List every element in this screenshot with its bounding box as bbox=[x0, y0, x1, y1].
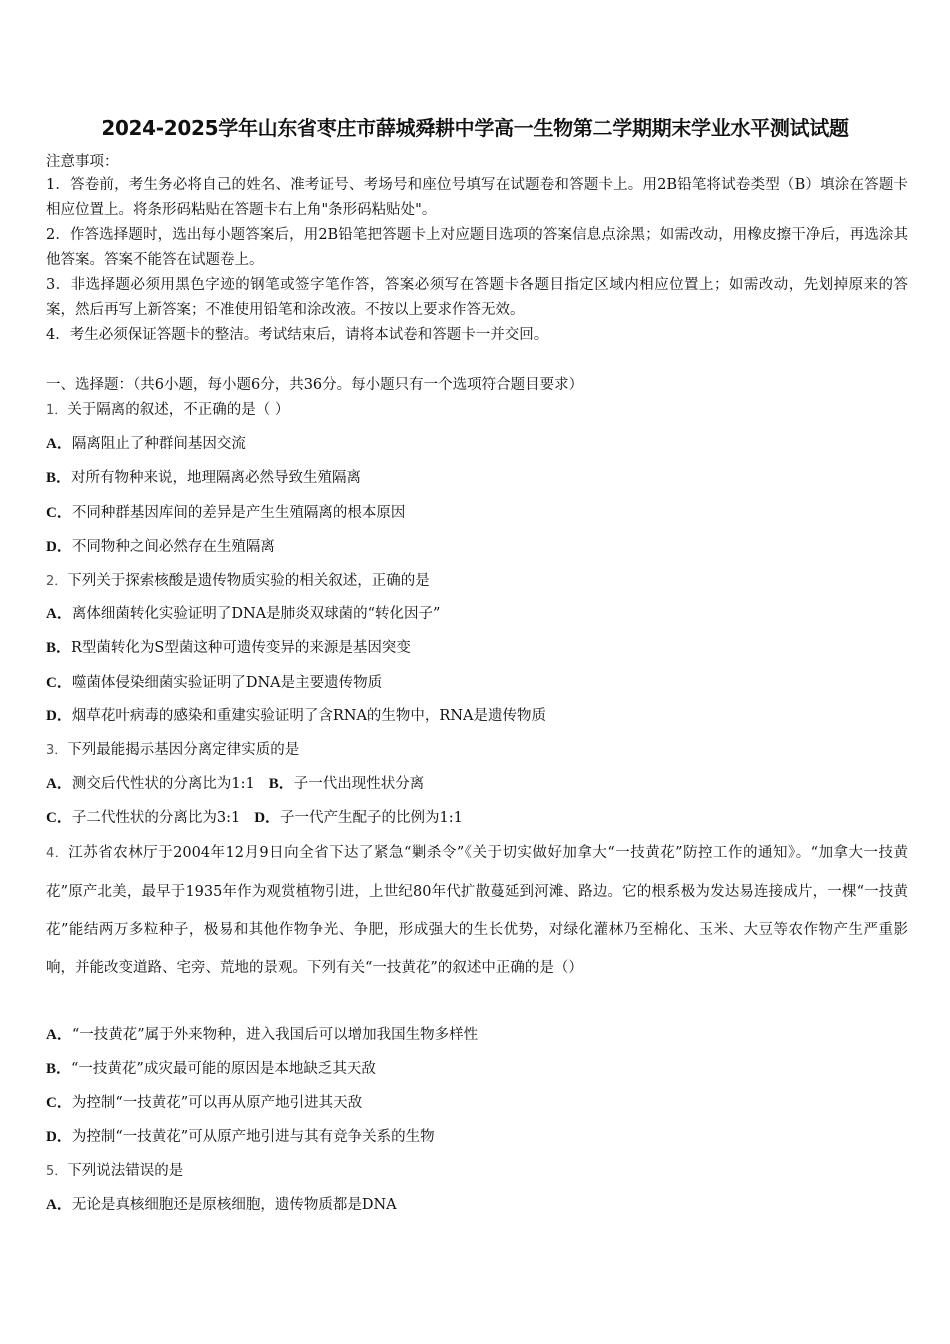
option-text: R型菌转化为S型菌这种可遗传变异的来源是基因突变 bbox=[71, 640, 411, 656]
option-label: A． bbox=[46, 606, 72, 622]
question-2-option-c bbox=[46, 673, 906, 693]
question-number: 2． bbox=[46, 574, 68, 589]
question-text: 下列最能揭示基因分离定律实质的是 bbox=[67, 742, 300, 758]
option-text: 为控制“一技黄花”可以再从原产地引进其天敌 bbox=[71, 1095, 363, 1111]
option-label: A． bbox=[46, 1027, 72, 1043]
option-label: B． bbox=[46, 640, 72, 656]
question-1-option-b bbox=[46, 468, 906, 488]
question-3-stem bbox=[46, 740, 906, 761]
option-text: 不同物种之间必然存在生殖隔离 bbox=[71, 539, 275, 555]
question-4-option-d bbox=[46, 1127, 906, 1147]
notice-item-1: 1．答卷前，考生务必将自己的姓名、准考证号、考场号和座位号填写在试题卷和答题卡上。用2B铅笔将试卷类型（B）填涂在答题卡相应位置上。将条形码粘贴在答题卡右上角"条形码粘贴处"。 bbox=[46, 177, 908, 218]
option-label: A． bbox=[46, 436, 72, 452]
option-text: 为控制“一技黄花”可从原产地引进与其有竞争关系的生物 bbox=[71, 1129, 435, 1145]
question-4-option-b bbox=[46, 1059, 906, 1079]
option-label: A． bbox=[46, 776, 72, 792]
option-label: C． bbox=[46, 505, 72, 521]
notice-item-2: 2．作答选择题时，选出每小题答案后，用2B铅笔把答题卡上对应题目选项的答案信息点涂黑；如需改动，用橡皮擦干净后，再选涂其他答案。答案不能答在试题卷上。 bbox=[46, 227, 908, 268]
option-text: 子一代出现性状分离 bbox=[293, 776, 425, 792]
option-label: C． bbox=[46, 675, 72, 691]
option-label: C． bbox=[46, 1095, 72, 1111]
question-number: 5． bbox=[46, 1164, 68, 1179]
question-1-option-d bbox=[46, 537, 906, 557]
question-5-stem bbox=[46, 1161, 906, 1182]
option-label: D． bbox=[46, 539, 72, 555]
question-number: 3． bbox=[46, 743, 68, 758]
question-4-option-c bbox=[46, 1093, 906, 1113]
question-2-stem bbox=[46, 571, 906, 592]
option-text: 噬菌体侵染细菌实验证明了DNA是主要遗传物质 bbox=[71, 675, 383, 691]
option-text: 子一代产生配子的比例为1:1 bbox=[280, 810, 463, 826]
question-text: 关于隔离的叙述，不正确的是（ ） bbox=[67, 402, 290, 418]
question-4-option-a bbox=[46, 1025, 906, 1045]
question-4-stem bbox=[46, 834, 908, 987]
notice-item-4: 4．考生必须保证答题卡的整洁。考试结束后，请将本试卷和答题卡一并交回。 bbox=[46, 327, 549, 343]
question-1-option-c bbox=[46, 503, 906, 523]
option-text: 无论是真核细胞还是原核细胞，遗传物质都是DNA bbox=[71, 1197, 397, 1213]
option-text: “一技黄花”属于外来物种，进入我国后可以增加我国生物多样性 bbox=[71, 1027, 479, 1043]
question-text: 江苏省农林厅于2004年12月9日向全省下达了紧急“剿杀令”《关于切实做好加拿大“一技黄花”防控工作的通知》。“加拿大一技黄花”原产北美，最早于1935年作为观赏植物引进，上世纪80年代扩散蔓延到河滩、路边。它的根系极为发达易连接成片，一棵“一技黄花”能结两万多粒种子，极易和其他作物争光、争肥，形成强大的生长优势，对绿化灌林乃至棉化、玉米、大豆等农作物产生严重影响，并能改变道路、宅旁、荒地的景观。下列有关“一技黄花”的叙述中正确的是（） bbox=[46, 845, 908, 976]
option-label: C． bbox=[46, 810, 72, 826]
option-label: B． bbox=[46, 1061, 72, 1077]
section-heading: 一、选择题：（共6小题，每小题6分，共36分。每小题只有一个选项符合题目要求） bbox=[46, 377, 584, 393]
option-text: 不同种群基因库间的差异是产生生殖隔离的根本原因 bbox=[71, 505, 406, 521]
option-text: 测交后代性状的分离比为1:1 bbox=[71, 776, 255, 792]
question-2-option-d bbox=[46, 706, 906, 726]
option-label: B． bbox=[268, 776, 294, 792]
question-2-option-a bbox=[46, 604, 906, 624]
question-text: 下列关于探索核酸是遗传物质实验的相关叙述，正确的是 bbox=[67, 573, 430, 589]
option-text: 烟草花叶病毒的感染和重建实验证明了含RNA的生物中，RNA是遗传物质 bbox=[71, 708, 546, 724]
option-label: D． bbox=[46, 708, 72, 724]
question-3-options-ab bbox=[46, 774, 906, 794]
notice-item-3: 3．非选择题必须用黑色字迹的钢笔或签字笔作答，答案必须写在答题卡各题目指定区域内相应位置上；如需改动，先划掉原来的答案，然后再写上新答案；不准使用铅笔和涂改液。不按以上要求作答无效。 bbox=[46, 277, 908, 318]
option-text: “一技黄花”成灾最可能的原因是本地缺乏其天敌 bbox=[71, 1061, 376, 1077]
page-title: 2024-2025学年山东省枣庄市薛城舜耕中学高一生物第二学期期末学业水平测试试题 bbox=[101, 116, 849, 140]
question-number: 4． bbox=[46, 846, 69, 861]
question-1-option-a bbox=[46, 434, 906, 454]
option-label: B． bbox=[46, 470, 72, 486]
option-text: 隔离阻止了种群间基因交流 bbox=[71, 436, 246, 452]
question-3-options-cd bbox=[46, 808, 906, 828]
option-label: D． bbox=[254, 810, 281, 826]
question-1-stem bbox=[46, 400, 906, 421]
option-label: A． bbox=[46, 1197, 72, 1213]
option-label: D． bbox=[46, 1129, 72, 1145]
question-number: 1． bbox=[46, 403, 68, 418]
question-2-option-b bbox=[46, 638, 906, 658]
option-text: 对所有物种来说，地理隔离必然导致生殖隔离 bbox=[71, 470, 362, 486]
option-text: 离体细菌转化实验证明了DNA是肺炎双球菌的“转化因子” bbox=[71, 606, 441, 622]
option-text: 子二代性状的分离比为3:1 bbox=[71, 810, 241, 826]
question-5-option-a bbox=[46, 1195, 906, 1215]
question-text: 下列说法错误的是 bbox=[67, 1163, 184, 1179]
notice-heading: 注意事项： bbox=[46, 154, 119, 170]
